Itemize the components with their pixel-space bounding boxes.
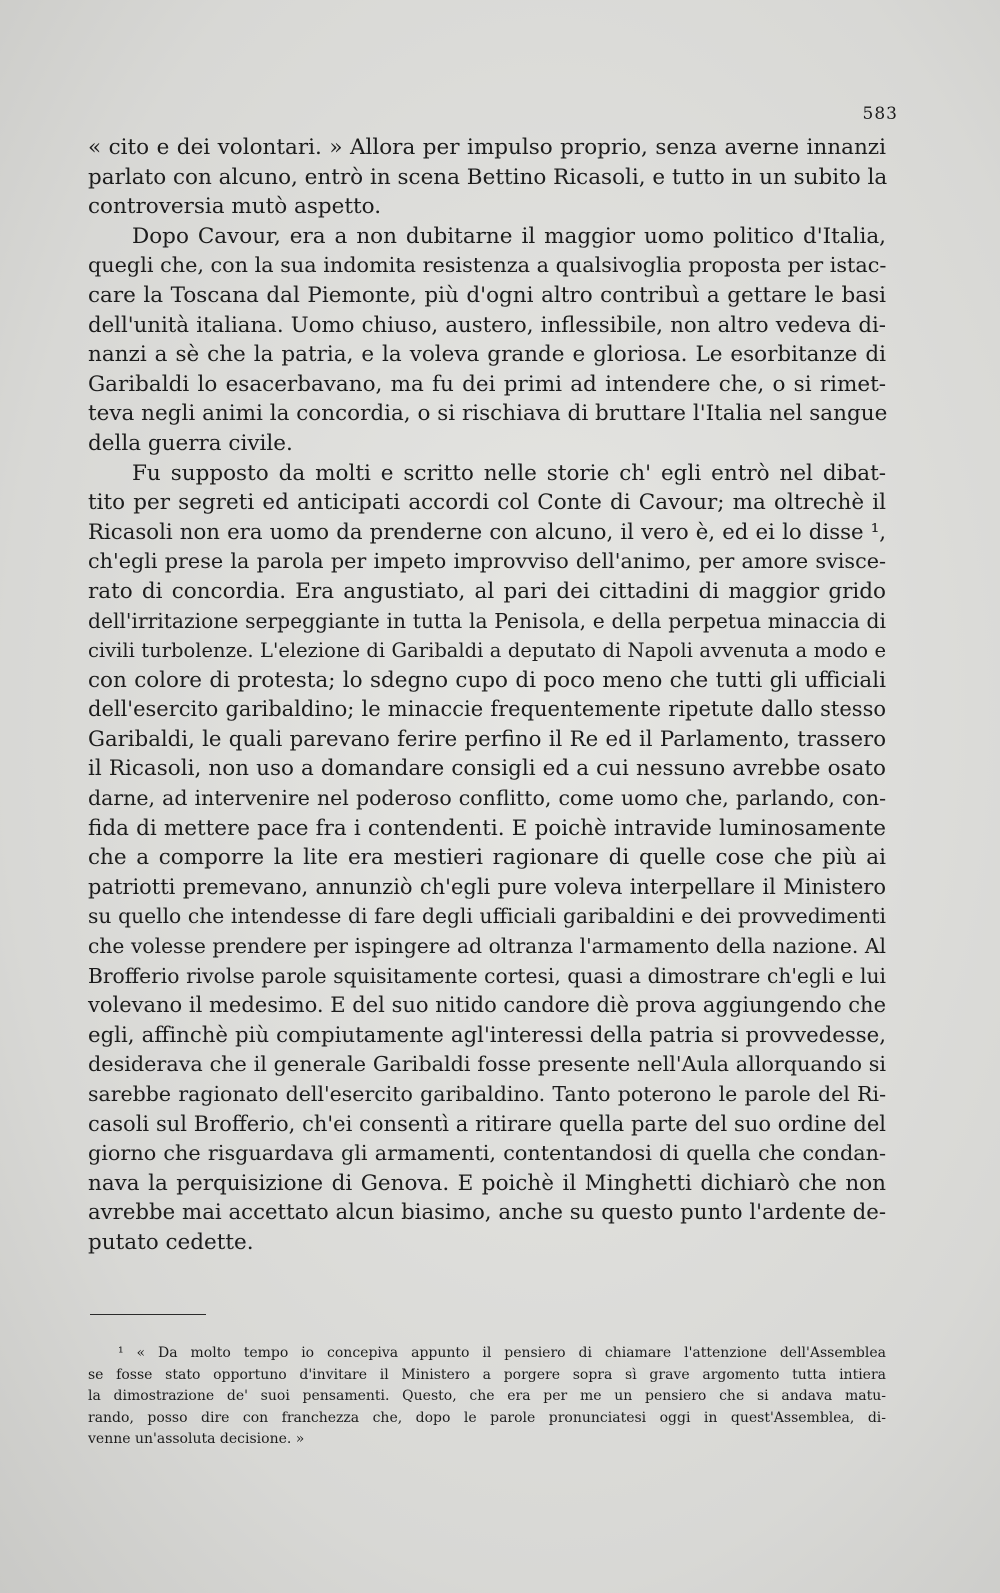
body-line: desiderava che il generale Garibaldi fosse presente nell'Aula allorquando si [88, 1052, 886, 1077]
body-line: Garibaldi, le quali parevano ferire perfino il Re ed il Parlamento, trassero [88, 726, 886, 752]
body-line: putato cedette. [88, 1229, 254, 1255]
body-line: avrebbe mai accettato alcun biasimo, anche su questo punto l'ardente de- [88, 1200, 886, 1226]
body-line: care la Toscana dal Piemonte, più d'ogni altro contribuì a gettare le basi [88, 282, 886, 308]
body-line: egli, affinchè più compiutamente agl'interessi della patria si provvedesse, [88, 1022, 886, 1048]
body-line: volevano il medesimo. E del suo nitido candore diè prova aggiungendo che [88, 993, 886, 1018]
body-line: Fu supposto da molti e scritto nelle storie ch' egli entrò nel dibat- [132, 460, 886, 486]
footnote-divider [90, 1314, 206, 1315]
body-line: controversia mutò aspetto. [88, 194, 382, 220]
body-line: dell'esercito garibaldino; le minaccie frequentemente ripetute dallo stesso [88, 697, 886, 722]
footnote-line: venne un'assoluta decisione. » [88, 1431, 305, 1447]
body-line: nava la perquisizione di Genova. E poichè il Minghetti dichiarò che non [88, 1170, 886, 1196]
body-line: che a comporre la lite era mestieri ragionare di quelle cose che più ai [88, 845, 886, 871]
footnote-line: se fosse stato opportuno d'invitare il Ministero a porgere sopra sì grave argomento tutta intiera [88, 1366, 886, 1383]
body-line: dell'irritazione serpeggiante in tutta la Penisola, e della perpetua minaccia di [88, 608, 886, 633]
body-line: nanzi a sè che la patria, e la voleva grande e gloriosa. Le esorbitanze di [88, 342, 886, 368]
footnote-line: ¹ « Da molto tempo io concepiva appunto il pensiero di chiamare l'attenzione dell'Assemblea [118, 1345, 886, 1361]
body-line: quegli che, con la sua indomita resistenza a qualsivoglia proposta per istac- [88, 253, 887, 278]
body-line: fida di mettere pace fra i contendenti. E poichè intravide luminosamente [88, 815, 886, 841]
body-line: patriotti premevano, annunziò ch'egli pure voleva interpellare il Ministero [88, 874, 886, 899]
body-line: Garibaldi lo esacerbavano, ma fu dei primi ad intendere che, o si rimet- [88, 371, 886, 397]
body-line: che volesse prendere per ispingere ad oltranza l'armamento della nazione. Al [88, 934, 886, 959]
footnote-line: la dimostrazione de' suoi pensamenti. Questo, che era per me un pensiero che si andava matu- [88, 1388, 886, 1404]
body-line: su quello che intendesse di fare degli ufficiali garibaldini e dei provvedimenti [88, 904, 886, 929]
body-line: civili turbolenze. L'elezione di Garibaldi a deputato di Napoli avvenuta a modo e [88, 639, 886, 663]
body-line: dell'unità italiana. Uomo chiuso, austero, inflessibile, non altro vedeva di- [88, 312, 886, 338]
body-line: tito per segreti ed anticipati accordi col Conte di Cavour; ma oltrechè il [88, 490, 886, 516]
body-text [88, 133, 886, 1258]
body-line: parlato con alcuno, entrò in scena Bettino Ricasoli, e tutto in un subito la [88, 164, 888, 190]
footnote-line: rando, posso dire con franchezza che, dopo le parole pronunciatesi oggi in quest'Assemblea, di- [88, 1409, 886, 1426]
body-line: ch'egli prese la parola per impeto improvviso dell'animo, per amore svisce- [88, 549, 886, 574]
body-line: giorno che risguardava gli armamenti, contentandosi di quella che condan- [88, 1141, 886, 1166]
footnote [88, 1343, 886, 1451]
body-line: teva negli animi la concordia, o si rischiava di bruttare l'Italia nel sangue [88, 401, 888, 427]
body-line: Dopo Cavour, era a non dubitarne il maggior uomo politico d'Italia, [132, 223, 886, 249]
body-line: Ricasoli non era uomo da prenderne con alcuno, il vero è, ed ei lo disse ¹, [88, 519, 886, 545]
body-line: sarebbe ragionato dell'esercito garibaldino. Tanto poterono le parole del Ri- [88, 1082, 886, 1106]
body-line: della guerra civile. [88, 430, 293, 456]
body-line: rato di concordia. Era angustiato, al pari dei cittadini di maggior grido [88, 578, 886, 604]
page-number: 583 [862, 104, 898, 124]
body-line: il Ricasoli, non uso a domandare consigli ed a cui nessuno avrebbe osato [88, 756, 886, 782]
body-line: Brofferio rivolse parole squisitamente cortesi, quasi a dimostrare ch'egli e lui [88, 963, 886, 988]
body-line: darne, ad intervenire nel poderoso conflitto, come uomo che, parlando, con- [88, 786, 886, 811]
body-line: con colore di protesta; lo sdegno cupo di poco meno che tutti gli ufficiali [88, 667, 886, 693]
body-line: « cito e dei volontari. » Allora per impulso proprio, senza averne innanzi [88, 135, 886, 160]
body-line: casoli sul Brofferio, ch'ei consentì a ritirare quella parte del suo ordine del [88, 1111, 886, 1136]
